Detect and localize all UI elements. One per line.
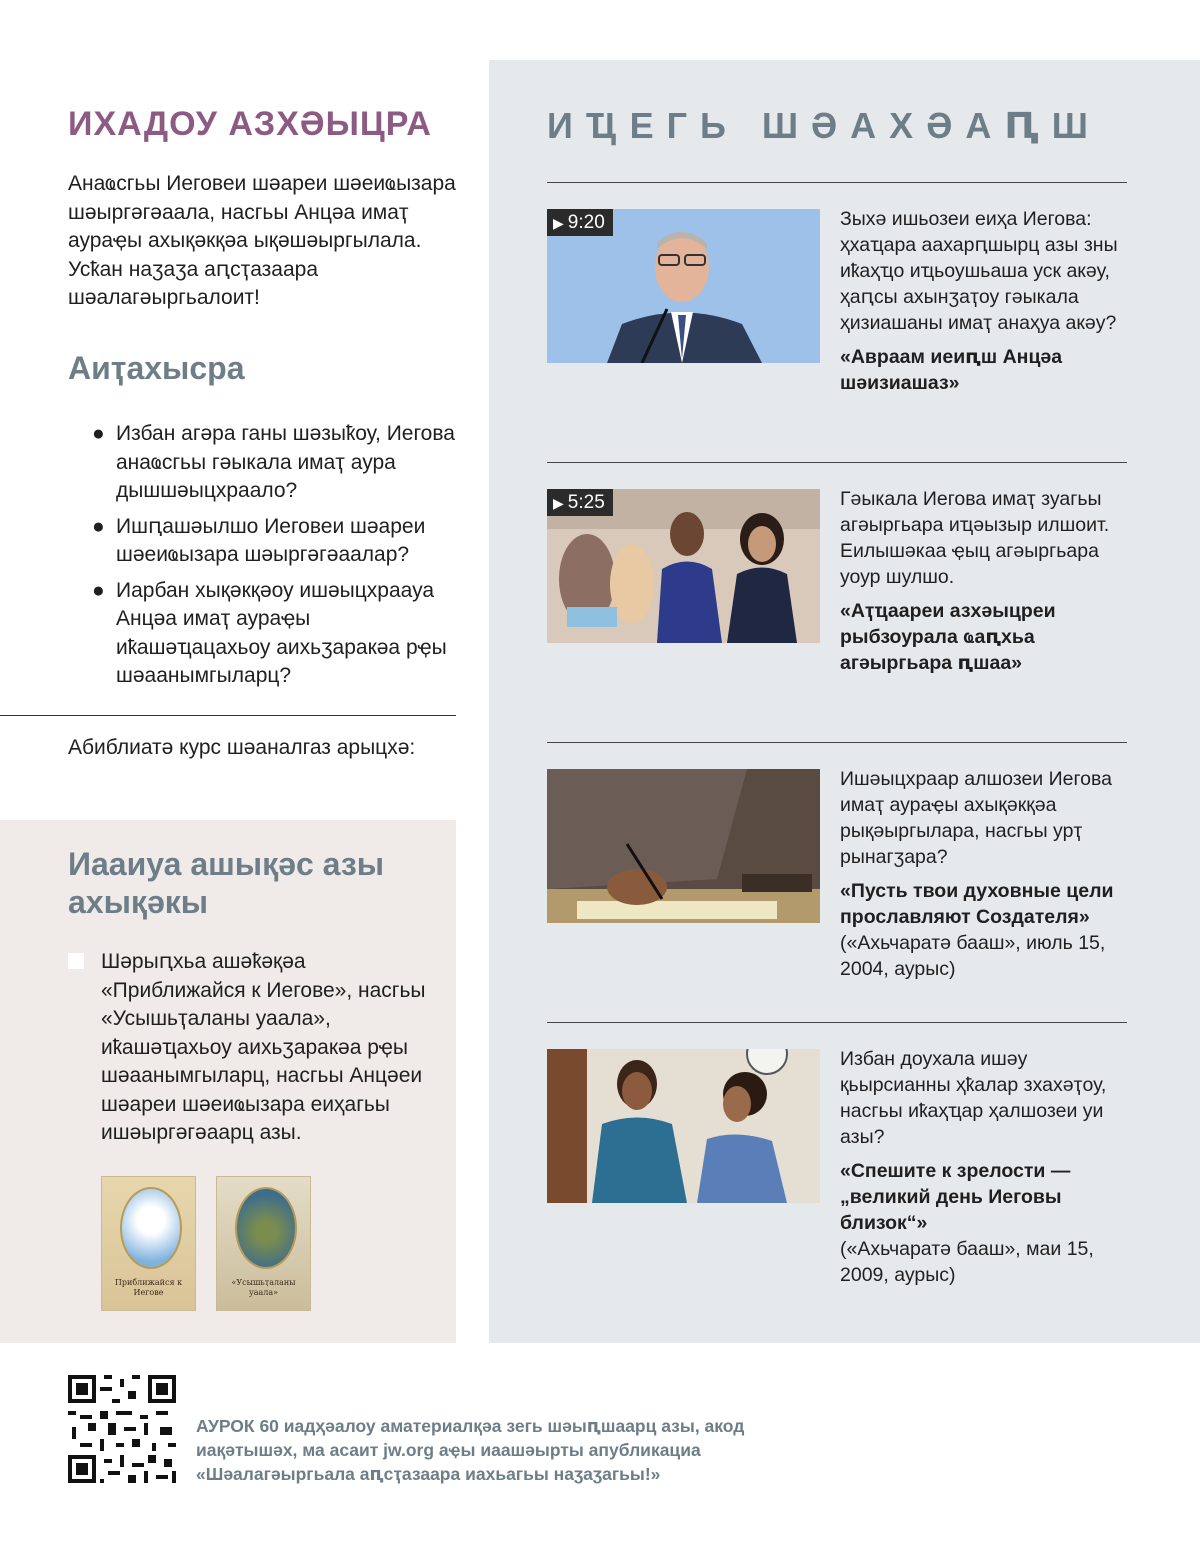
video-description [840,206,1135,396]
bullet-icon: ● [92,578,105,602]
article-source: («Ахьчаратә бааш», июль 15, 2004, аурыс) [840,932,1106,980]
footer-note: АУРОК 60 иадҳәалоу аматериалқәа зегь шәыԥшаарц азы, акод иақәтышәх, ма асаит jw.org аҿы иаашәырты апубликациа «Шәалагәыргьала аԥсҭазаара иахьагьы наӡаӡагьы!» [196,1416,745,1484]
question-item [92,577,457,691]
intro-paragraph: Анаҩсгьы Иеговеи шәареи шәеиҩызара шәыргәгәаала, насгьы Анцәа имаҭ аураҿы ахықәкқәа ықәшәыргылала. Усҟан наӡаӡа аԥсҭазаара шәалагәыргьалоит! [68,172,456,309]
book-illustration [120,1187,182,1269]
item-divider [547,462,1127,463]
question-text: Иарбан хықәкқәоу ишәыцхраауа Анцәа имаҭ аураҿы иҟашәҵацахьоу аихьӡаракәа рҿы шәаанымгыларц? [116,578,447,687]
divider [0,715,456,716]
book-cover-come-follow-me [216,1176,311,1311]
writing-image [547,769,820,923]
bullet-icon: ● [92,514,105,538]
video-duration: 9:20 [567,212,605,233]
article-question: Ишәыцхраар алшозеи Иегова имаҭ аураҿы ахықәкқәа рықәыргылара, насгьы урҭ рынагӡара? [840,768,1112,868]
article-thumbnail[interactable] [547,769,820,923]
video-title[interactable]: «Авраам иеиԥш Анцәа шәизиашаз» [840,346,1063,394]
item-divider [547,182,1127,183]
qr-code-icon[interactable] [68,1375,176,1483]
completion-date-label: Абиблиатә курс шәаналгаз арыцхә: [68,736,416,759]
review-questions [92,420,457,698]
question-item [92,513,457,570]
nurses-image [547,1049,820,1203]
play-icon: ▶ [553,495,564,511]
article-thumbnail[interactable] [547,1049,820,1203]
duration-badge [547,209,613,236]
article-question: Избан доухала ишәу қьырсианны ҳҟалар зхахәҭоу, насгьы иҟаҳҵар ҳалшозеи уи азы? [840,1048,1107,1148]
bullet-icon: ● [92,422,105,445]
more-heading: ИҴЕГЬ ШӘАХӘАԤШ [547,105,1101,146]
article-description [840,1046,1135,1288]
checkbox[interactable] [68,953,84,969]
question-text: Избан агәра ганы шәзыҟоу, Иегова анаҩсгьы гәыкала имаҭ аура дышшәыцхраало? [116,422,455,502]
video-question: Зыхә ишьозеи еиҳа Иегова: ҳхаҵара аахарԥшырц азы зны иҟаҳҵо иҵьоушьаша уск акәу, ҳаԥсы ахынӡаҭоу гәыкала ҳизиашаны имаҭ анаҳуа акәу? [840,208,1118,334]
question-text: Ишԥашәылшо Иеговеи шәареи шәеиҩызара шәыргәгәаалар? [116,514,426,566]
book-title: Приближайся к Иегове [114,1278,183,1297]
question-item [92,420,457,506]
article-title[interactable]: «Пусть твои духовные цели прославляют Создателя» [840,880,1114,928]
play-icon: ▶ [553,215,564,231]
article-description [840,766,1135,982]
video-thumbnail[interactable] [547,209,820,363]
duration-badge [547,489,613,516]
video-thumbnail[interactable] [547,489,820,643]
video-title[interactable]: «Аҭҵаареи азхәыцреи рыбзоурала ҩаԥхьа агәыргьара ԥшаа» [840,600,1056,674]
goal-text: Шәрыԥхьа ашәҟәқәа «Приближайся к Иегове», насгьы «Усышьҭаланы уаала», иҟашәҵахьоу аихьӡаракәа рҿы шәаанымгыларц, насгьы Анцәеи шәареи шәеиҩызара еиҳагьы ишәыргәгәаарц азы. [101,950,426,1144]
review-subheading: Аиҭахысра [68,350,245,386]
video-description [840,486,1135,676]
book-illustration [235,1187,297,1269]
book-cover-draw-close [101,1176,196,1311]
goal-heading: Иааиуа ашықәс азы ахықәкы [68,846,385,920]
review-heading: ИХАДОУ АЗХӘЫЦРА [68,105,432,143]
article-source: («Ахьчаратә бааш», маи 15, 2009, аурыс) [840,1238,1094,1286]
book-title: «Усышьҭаланы уаала» [231,1278,296,1297]
video-duration: 5:25 [567,492,605,513]
article-title[interactable]: «Спешите к зрелости — „великий день Иеговы близок“» [840,1160,1071,1234]
item-divider [547,1022,1127,1023]
video-question: Гәыкала Иегова имаҭ зуагьы агәыргьара иҵәызыр илшоит. Еилышәкаа ҿыц агәыргьара уоур шулшо. [840,488,1110,588]
item-divider [547,742,1127,743]
